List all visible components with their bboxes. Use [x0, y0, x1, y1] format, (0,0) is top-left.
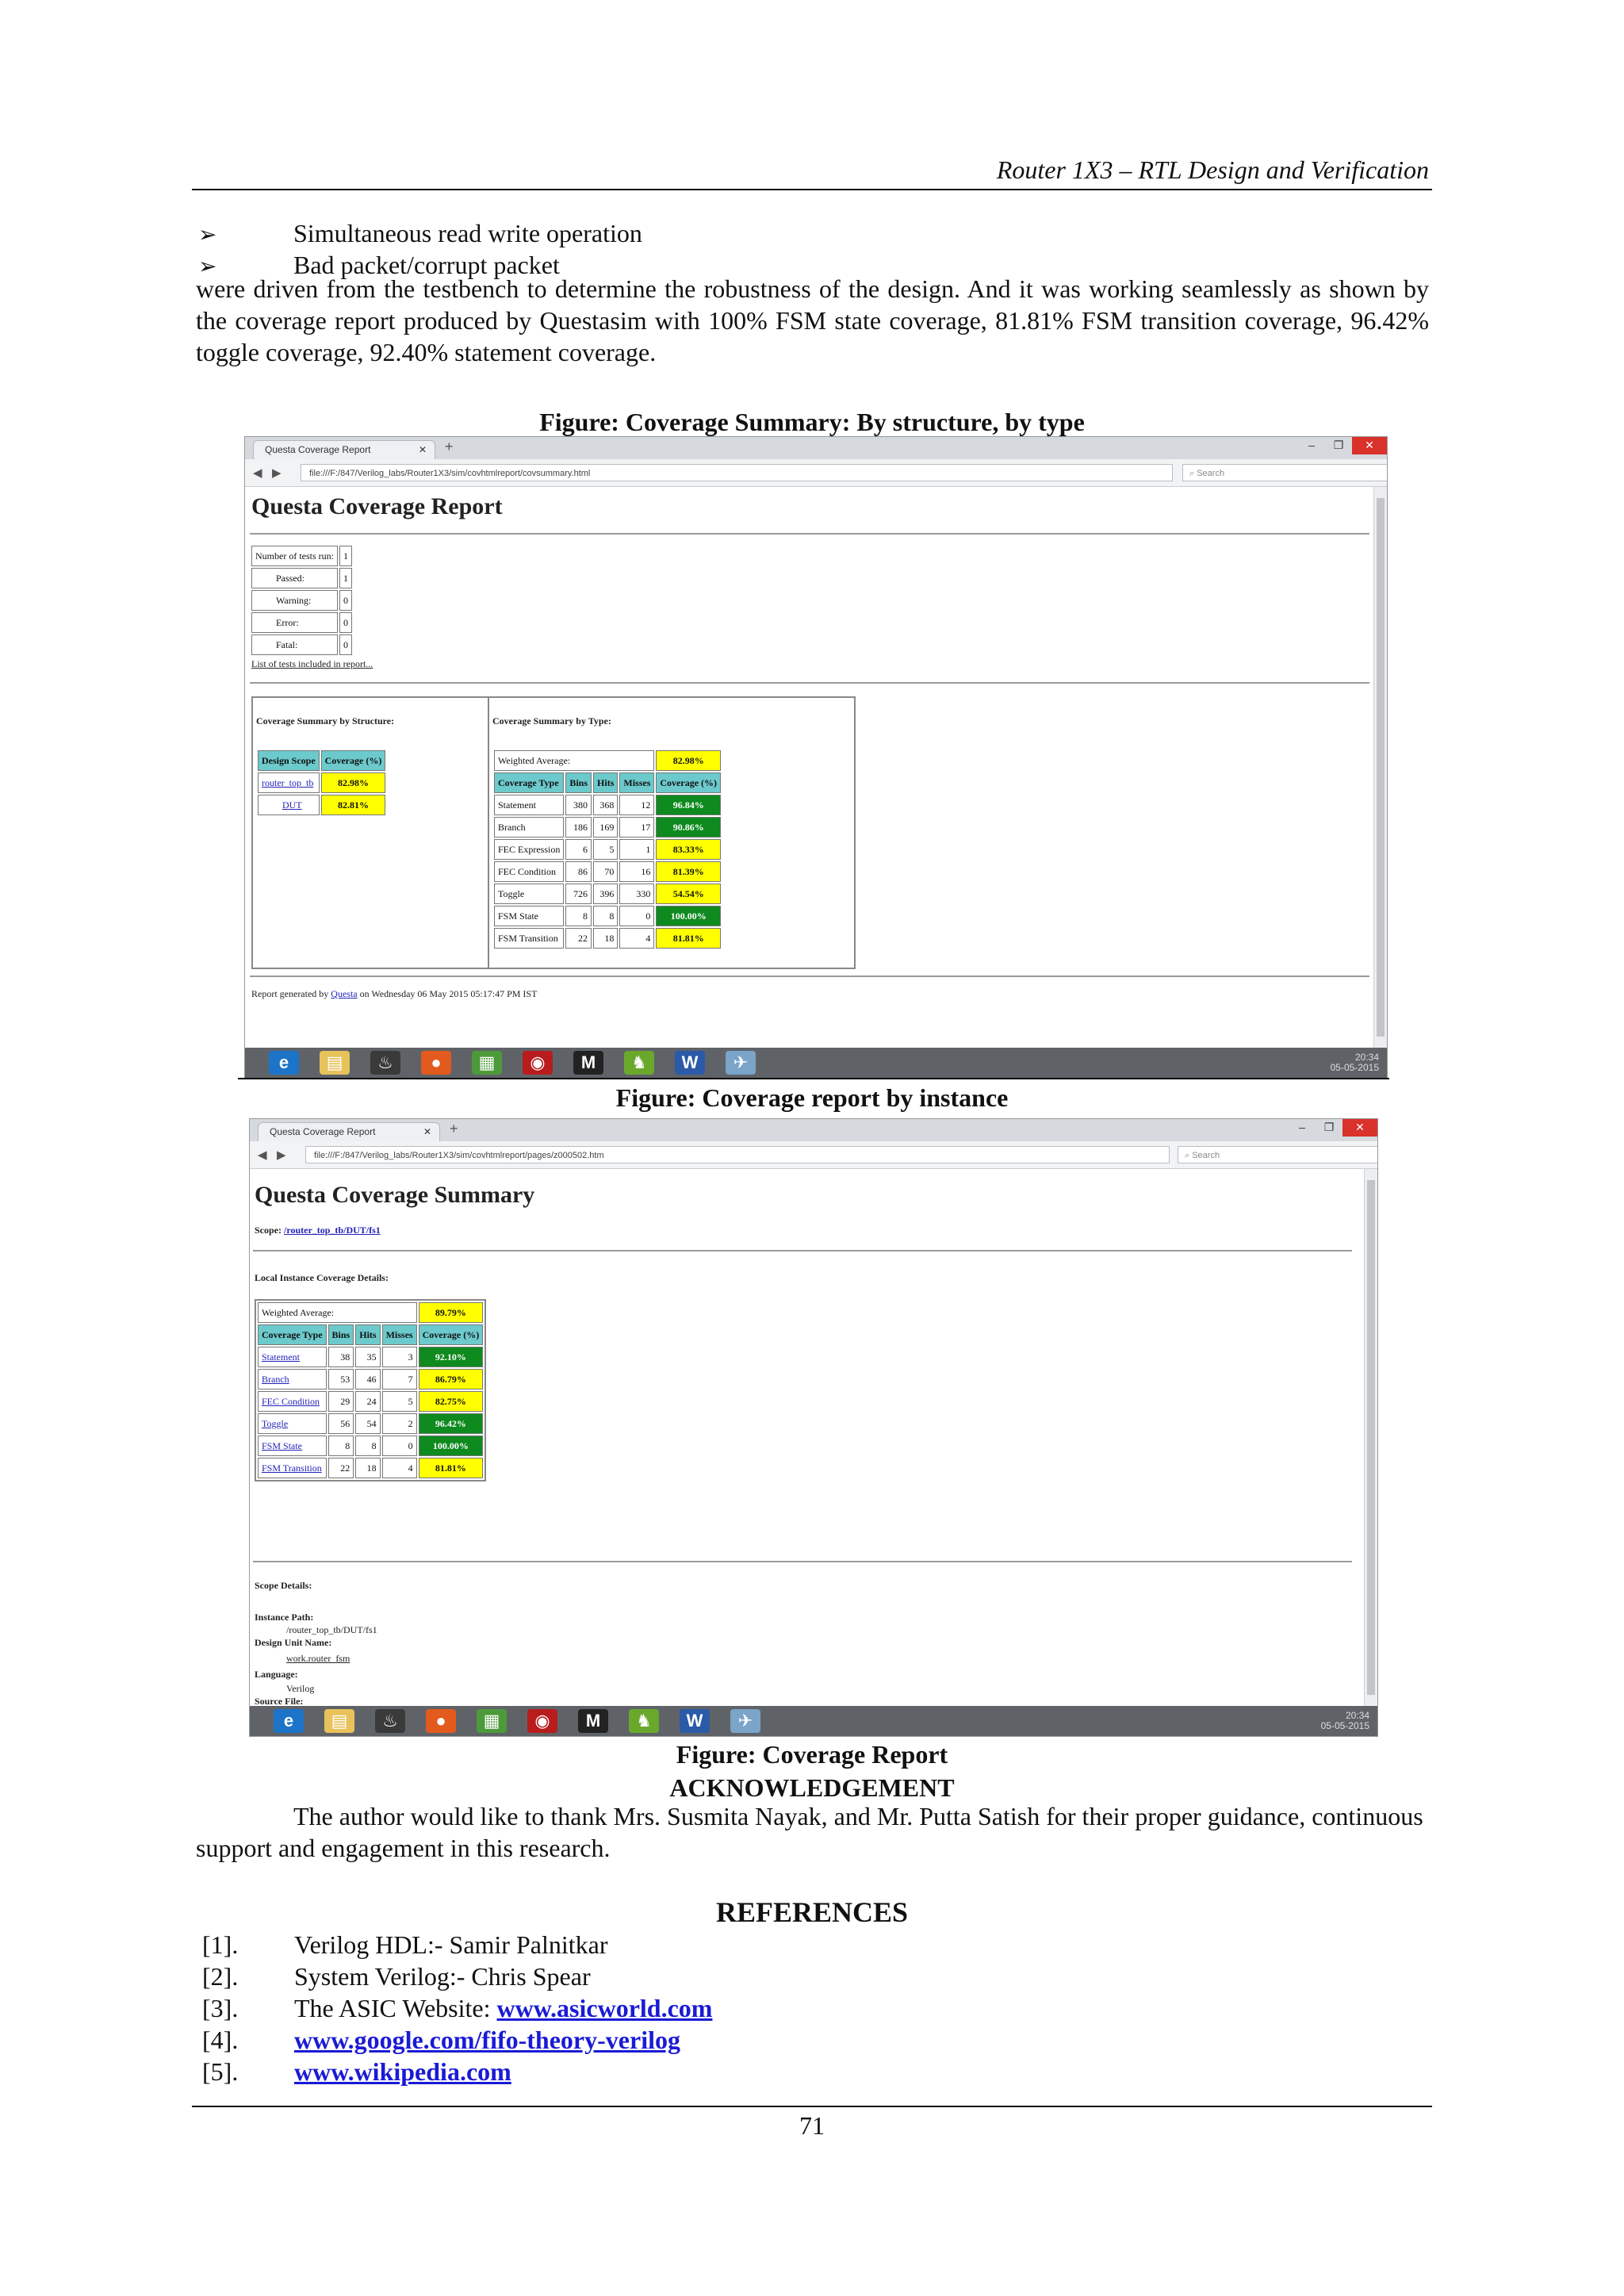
- arrow-bullet-icon: ➢: [198, 221, 217, 247]
- footer-rule: [192, 2106, 1432, 2107]
- scope-line: Scope: /router_top_tb/DUT/fs1: [255, 1225, 381, 1236]
- coverage-misses: 12: [641, 799, 651, 811]
- maximize-icon[interactable]: ❐: [1333, 439, 1344, 451]
- coverage-hits: 70: [604, 865, 615, 877]
- coverage-type-label: FSM State: [498, 910, 539, 922]
- browser-tab-bar: [245, 437, 1387, 459]
- report-page: [250, 1169, 1365, 1706]
- coverage-misses: 5: [408, 1395, 413, 1407]
- coverage-bins: 6: [583, 843, 588, 855]
- minimize-icon[interactable]: –: [1308, 439, 1315, 451]
- coverage-misses: 4: [408, 1462, 413, 1474]
- running-header: Router 1X3 – RTL Design and Verification: [996, 155, 1429, 184]
- file-explorer-icon[interactable]: ▤: [324, 1709, 354, 1733]
- coverage-row: [258, 1413, 483, 1434]
- coverage-type-label[interactable]: FSM Transition: [262, 1462, 322, 1474]
- coverage-bins: 8: [345, 1439, 350, 1451]
- coverage-summary-screenshot: [244, 436, 1388, 1079]
- reference-item: [2]. System Verilog:- Chris Spear: [202, 1962, 591, 1991]
- coverage-coverage: 100.00%: [432, 1439, 469, 1451]
- coverage-misses: 7: [408, 1373, 413, 1385]
- coverage-hits: 396: [599, 887, 615, 899]
- coverage-bins: 8: [583, 910, 588, 922]
- new-tab-icon[interactable]: +: [445, 439, 454, 454]
- coverage-row: [258, 1347, 483, 1367]
- browser-nav-bar: [250, 1141, 1377, 1169]
- coverage-bins: 86: [578, 865, 588, 877]
- coverage-instance-screenshot: [249, 1118, 1378, 1737]
- app-icon[interactable]: ♞: [629, 1709, 659, 1733]
- instance-path-label: Instance Path:: [255, 1612, 314, 1623]
- coverage-type-label: Branch: [498, 821, 526, 833]
- close-tab-icon[interactable]: ✕: [423, 1126, 431, 1137]
- type-table: Weighted Average: 82.98% Coverage Type Bins Hits Misses Coverage (%) Statement 380 368 12 96.84% Branch 186 169 17 90.86% FEC Expression 6 5 1 83.33% FEC Condition 86 70 16 81.39% Toggle 726 396 330 54.54% FSM State 8 8 0 100.00% FSM Transition 22 18 4 81.81%: [492, 749, 722, 950]
- window-controls: [1289, 1119, 1377, 1137]
- browser-nav-bar: [245, 459, 1387, 487]
- scope-link[interactable]: /fs1: [366, 1225, 381, 1236]
- arrow-bullet-icon: ➢: [198, 253, 217, 279]
- coverage-misses: 2: [408, 1417, 413, 1429]
- search-input[interactable]: ⌕ Search: [1182, 464, 1388, 481]
- language-label: Language:: [255, 1669, 298, 1680]
- figure-caption: Figure: Coverage report by instance: [615, 1083, 1009, 1112]
- window-controls: [1298, 437, 1387, 454]
- modelsim-icon[interactable]: M: [578, 1709, 608, 1733]
- tests-list-link[interactable]: List of tests included in report...: [251, 658, 373, 669]
- close-tab-icon[interactable]: ✕: [418, 444, 427, 455]
- app-icon[interactable]: ♞: [624, 1051, 654, 1075]
- app-icon[interactable]: ♨: [375, 1709, 405, 1733]
- coverage-hits: 18: [366, 1462, 377, 1474]
- divider: [250, 976, 1369, 977]
- coverage-hits: 35: [366, 1351, 377, 1363]
- firefox-icon[interactable]: ●: [421, 1051, 451, 1075]
- page-title: Questa Coverage Report: [251, 493, 503, 519]
- media-icon[interactable]: ◉: [527, 1709, 557, 1733]
- windows-taskbar: [250, 1706, 1377, 1736]
- language-value: Verilog: [286, 1683, 315, 1694]
- coverage-coverage: 86.79%: [435, 1373, 466, 1385]
- coverage-hits: 169: [599, 821, 615, 833]
- reference-link[interactable]: www.google.com/fifo-theory-verilog: [294, 2026, 680, 2054]
- coverage-row: [258, 1435, 483, 1456]
- scope-link[interactable]: /DUT: [343, 1225, 366, 1236]
- reference-item: [1]. Verilog HDL:- Samir Palnitkar: [202, 1930, 608, 1959]
- structure-table: Design Scope Coverage (%) router_top_tb 82.98% DUT 82.81%: [256, 749, 387, 817]
- coverage-coverage: 96.84%: [672, 799, 704, 811]
- forward-icon[interactable]: ▶: [272, 466, 282, 480]
- reference-item: [3]. The ASIC Website: www.asicworld.com: [202, 1994, 713, 2022]
- coverage-hits: 8: [609, 910, 615, 922]
- maximize-icon[interactable]: ❐: [1323, 1121, 1335, 1133]
- modelsim-icon[interactable]: M: [573, 1051, 603, 1075]
- coverage-hits: 8: [371, 1439, 377, 1451]
- system-tray: 20:34 05-05-2015: [1320, 1710, 1369, 1731]
- coverage-misses: 16: [641, 865, 651, 877]
- divider: [250, 533, 1369, 535]
- browser-tab[interactable]: Questa Coverage Report ✕: [253, 440, 435, 459]
- page-number: 71: [799, 2111, 825, 2140]
- scope-details-heading: Scope Details:: [255, 1580, 312, 1591]
- bullet-item: [198, 219, 642, 248]
- coverage-type-label: FSM Transition: [498, 932, 558, 944]
- figure-caption: Figure: Coverage Summary: By structure, by type: [539, 408, 1085, 436]
- coverage-misses: 17: [641, 821, 651, 833]
- coverage-row: [494, 928, 721, 949]
- image-viewer-icon[interactable]: ▦: [472, 1051, 502, 1075]
- coverage-bins: 22: [340, 1462, 350, 1474]
- acknowledgement-title: ACKNOWLEDGEMENT: [669, 1773, 955, 1802]
- search-input[interactable]: ⌕ Search: [1178, 1146, 1378, 1163]
- type-heading: Coverage Summary by Type:: [492, 715, 611, 726]
- coverage-bins: 726: [573, 887, 588, 899]
- app-icon[interactable]: ♨: [370, 1051, 400, 1075]
- coverage-type-label[interactable]: FSM State: [262, 1439, 303, 1451]
- back-icon[interactable]: ◀: [253, 466, 262, 480]
- coverage-hits: 368: [599, 799, 615, 811]
- coverage-row: [494, 884, 721, 904]
- file-explorer-icon[interactable]: ▤: [320, 1051, 350, 1075]
- browser-tab[interactable]: Questa Coverage Report ✕: [258, 1122, 440, 1141]
- coverage-hits: 24: [366, 1395, 377, 1407]
- internet-explorer-icon[interactable]: e: [274, 1709, 304, 1733]
- type-panel: [488, 696, 856, 969]
- coverage-bins: 22: [578, 932, 588, 944]
- coverage-type-label[interactable]: Statement: [262, 1351, 300, 1363]
- reference-item: [4]. www.google.com/fifo-theory-verilog: [202, 2026, 680, 2054]
- coverage-misses: 0: [645, 910, 651, 922]
- word-icon[interactable]: W: [675, 1051, 705, 1075]
- word-icon[interactable]: W: [680, 1709, 710, 1733]
- coverage-misses: 0: [408, 1439, 413, 1451]
- coverage-coverage: 82.75%: [435, 1395, 466, 1407]
- reference-link[interactable]: www.wikipedia.com: [294, 2057, 511, 2086]
- forward-icon[interactable]: ▶: [277, 1148, 286, 1162]
- coverage-bins: 380: [573, 799, 588, 811]
- coverage-row: [494, 839, 721, 860]
- coverage-coverage: 81.81%: [672, 932, 704, 944]
- coverage-coverage: 81.39%: [672, 865, 704, 877]
- coverage-type-label: FEC Expression: [498, 843, 561, 855]
- coverage-row: [258, 1369, 483, 1389]
- tests-table: Number of tests run: 1 Passed: 1 Warning: 0 Error: 0 Fatal: 0: [250, 544, 354, 657]
- browser-tab-bar: [250, 1119, 1377, 1141]
- body-paragraph: were driven from the testbench to determine the robustness of the design. And it was working seamlessly as shown by the coverage report produced by Questasim with 100% FSM state coverage, 81.81% FSM transition coverage, 96.42% toggle coverage, 92.40% statement coverage.: [196, 274, 1429, 366]
- app-icon[interactable]: ✈: [726, 1051, 756, 1075]
- coverage-coverage: 90.86%: [672, 821, 704, 833]
- coverage-row: [494, 861, 721, 882]
- coverage-row: [258, 1458, 483, 1478]
- divider: [250, 682, 1369, 684]
- vertical-scrollbar[interactable]: [1373, 487, 1387, 1048]
- coverage-bins: 29: [340, 1395, 350, 1407]
- coverage-type-label: Statement: [498, 799, 536, 811]
- structure-panel: [251, 696, 489, 969]
- coverage-bins: 53: [340, 1373, 350, 1385]
- coverage-type-label[interactable]: Branch: [262, 1373, 289, 1385]
- address-bar[interactable]: file:///F:/847/Verilog_labs/Router1X3/sim/covhtmlreport/covsummary.html: [301, 464, 1173, 481]
- instance-path-value: /router_top_tb/DUT/fs1: [286, 1624, 377, 1635]
- references-title: REFERENCES: [715, 1896, 909, 1928]
- coverage-coverage: 81.81%: [435, 1462, 466, 1474]
- coverage-hits: 18: [604, 932, 615, 944]
- app-icon[interactable]: ✈: [730, 1709, 760, 1733]
- coverage-misses: 3: [408, 1351, 413, 1363]
- coverage-coverage: 96.42%: [435, 1417, 466, 1429]
- coverage-row: [494, 817, 721, 838]
- coverage-row: [494, 906, 721, 926]
- media-icon[interactable]: ◉: [523, 1051, 553, 1075]
- design-unit-label: Design Unit Name:: [255, 1637, 332, 1648]
- back-icon[interactable]: ◀: [258, 1148, 267, 1162]
- figure-caption: Figure: Coverage Report: [676, 1740, 948, 1769]
- coverage-bins: 186: [573, 821, 588, 833]
- bullet-text: Simultaneous read write operation: [293, 219, 642, 247]
- coverage-misses: 330: [636, 887, 651, 899]
- coverage-misses: 4: [645, 932, 651, 944]
- bullet-text: Bad packet/corrupt packet: [293, 251, 560, 279]
- local-heading: Local Instance Coverage Details:: [255, 1272, 389, 1283]
- questa-link[interactable]: Questa: [331, 988, 358, 999]
- reference-link[interactable]: www.asicworld.com: [496, 1994, 713, 2022]
- new-tab-icon[interactable]: +: [450, 1121, 458, 1137]
- vertical-scrollbar[interactable]: [1364, 1169, 1377, 1706]
- coverage-hits: 54: [366, 1417, 377, 1429]
- coverage-type-label[interactable]: Toggle: [262, 1417, 289, 1429]
- coverage-coverage: 100.00%: [670, 910, 707, 922]
- local-type-table: Weighted Average: 89.79% Coverage Type Bins Hits Misses Coverage (%) Statement 38 35 3 92.10% Branch 53 46 7 86.79% FEC Condition 29 24 5 82.75% Toggle 56 54 2 96.42% FSM State 8 8 0 100.00% FSM Transition 22 18 4 81.81%: [256, 1301, 485, 1480]
- coverage-type-label[interactable]: FEC Condition: [262, 1395, 320, 1407]
- coverage-hits: 5: [609, 843, 615, 855]
- coverage-bins: 56: [340, 1417, 350, 1429]
- coverage-hits: 46: [366, 1373, 377, 1385]
- divider: [253, 1561, 1352, 1562]
- coverage-type-label: FEC Condition: [498, 865, 557, 877]
- scope-link[interactable]: router_top_tb: [262, 776, 314, 788]
- close-window-icon[interactable]: ✕: [1342, 1119, 1377, 1137]
- design-unit-link[interactable]: work.router_fsm: [286, 1653, 350, 1664]
- address-bar[interactable]: file:///F:/847/Verilog_labs/Router1X3/sim/covhtmlreport/pages/z000502.htm: [305, 1146, 1170, 1163]
- coverage-row: [494, 795, 721, 815]
- divider: [253, 1250, 1352, 1251]
- report-footer: Report generated by Questa on Wednesday 06 May 2015 05:17:47 PM IST: [251, 988, 538, 999]
- scope-link[interactable]: DUT: [282, 799, 302, 811]
- minimize-icon[interactable]: –: [1299, 1121, 1305, 1133]
- image-viewer-icon[interactable]: ▦: [477, 1709, 507, 1733]
- local-panel: [255, 1299, 486, 1481]
- figure-rule: [238, 1078, 1389, 1079]
- header-rule: [192, 189, 1432, 190]
- firefox-icon[interactable]: ●: [426, 1709, 456, 1733]
- structure-heading: Coverage Summary by Structure:: [256, 715, 395, 726]
- coverage-coverage: 92.10%: [435, 1351, 466, 1363]
- page-title: Questa Coverage Summary: [255, 1182, 535, 1208]
- coverage-type-label: Toggle: [498, 887, 525, 899]
- coverage-coverage: 54.54%: [672, 887, 704, 899]
- scope-link[interactable]: /router_top_tb: [284, 1225, 344, 1236]
- source-file-label: Source File:: [255, 1696, 304, 1706]
- system-tray: 20:34 05-05-2015: [1330, 1052, 1379, 1073]
- coverage-misses: 1: [645, 843, 651, 855]
- coverage-coverage: 83.33%: [672, 843, 704, 855]
- coverage-bins: 38: [340, 1351, 350, 1363]
- report-page: [245, 487, 1374, 1048]
- windows-taskbar: [245, 1048, 1387, 1078]
- internet-explorer-icon[interactable]: e: [269, 1051, 299, 1075]
- close-window-icon[interactable]: ✕: [1352, 437, 1387, 454]
- coverage-row: [258, 1391, 483, 1412]
- reference-item: [5]. www.wikipedia.com: [202, 2057, 511, 2086]
- acknowledgement-text: The author would like to thank Mrs. Susmita Nayak, and Mr. Putta Satish for their proper guidance, continuous support and engagement in this research.: [196, 1802, 1423, 1862]
